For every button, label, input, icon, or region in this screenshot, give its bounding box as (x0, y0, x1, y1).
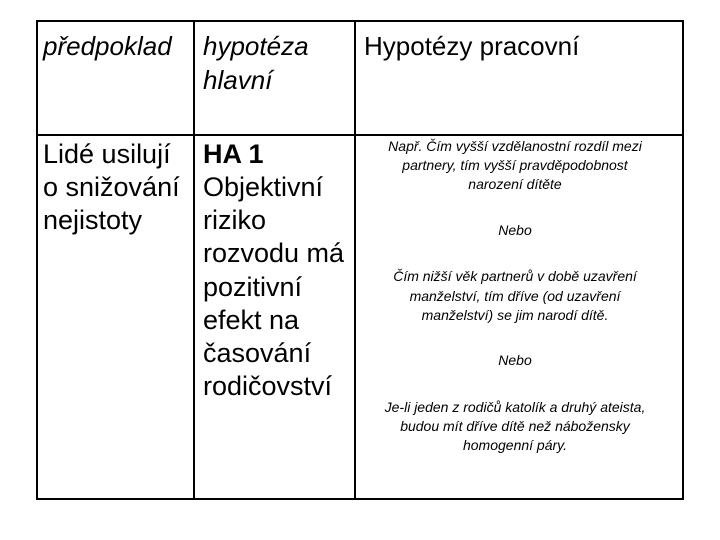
header-hypoteza-line2: hlavní (203, 65, 273, 95)
working-hypothesis-line: manželství, tím dříve (od uzavření (409, 288, 621, 304)
header-hypotezy-pracovni: Hypotézy pracovní (364, 31, 580, 61)
hypothesis-line: rozvodu má (203, 238, 345, 268)
assumption-line: o snižování (43, 172, 180, 202)
or-separator: Nebo (498, 222, 532, 238)
hypothesis-line: riziko (203, 205, 267, 235)
working-hypothesis-line: manželství) se jim narodí dítě. (421, 307, 609, 323)
working-hypothesis-line: Je-li jeden z rodičů katolík a druhý ateista, (384, 399, 646, 415)
header-predpoklad: předpoklad (43, 31, 172, 61)
hypothesis-line: časování (203, 338, 312, 368)
working-hypothesis-line: narození dítěte (468, 176, 562, 192)
hypothesis-line: rodičovství (203, 371, 333, 401)
column-divider (193, 22, 195, 498)
working-hypothesis-line: budou mít dříve dítě než nábožensky (400, 418, 630, 434)
row-divider (38, 134, 682, 136)
working-hypothesis-line: Čím nižší věk partnerů v době uzavření (393, 268, 637, 284)
hypothesis-line: Objektivní (203, 172, 324, 202)
assumption-line: Lidé usilují (43, 139, 171, 169)
hypothesis-title: HA 1 (203, 139, 264, 169)
assumption-line: nejistoty (43, 205, 143, 235)
or-separator: Nebo (498, 352, 532, 368)
header-hypoteza-line1: hypotéza (203, 31, 309, 61)
working-hypothesis-line: homogenní páry. (462, 437, 568, 453)
working-hypothesis-line: Např. Čím vyšší vzdělanostní rozdíl mezi (388, 138, 642, 154)
working-hypothesis-line: partnery, tím vyšší pravděpodobnost (402, 157, 628, 173)
hypothesis-line: efekt na (203, 305, 300, 335)
hypothesis-line: pozitivní (203, 272, 303, 302)
